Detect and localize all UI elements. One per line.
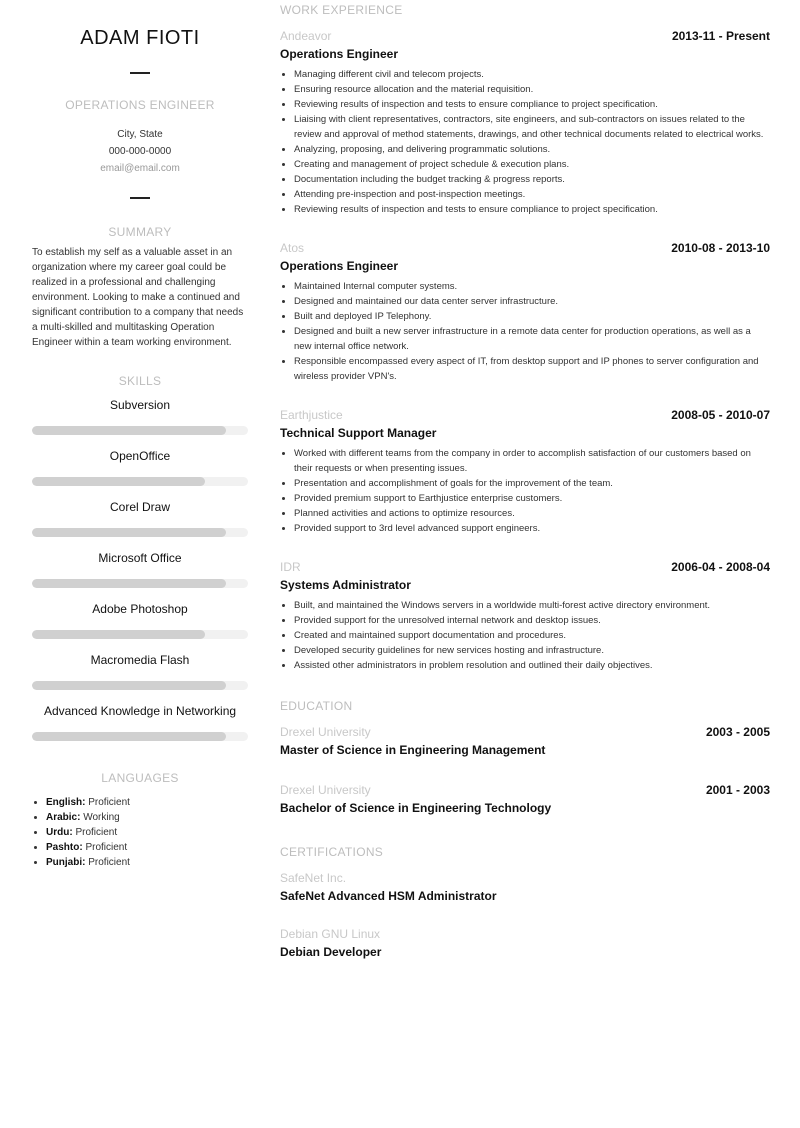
education-dates: 2003 - 2005 (705, 725, 770, 739)
job-title: OPERATIONS ENGINEER (65, 98, 215, 112)
skill-level-fill (32, 426, 226, 435)
language-name: English: (46, 797, 86, 808)
skill-level-fill (32, 630, 205, 639)
job-bullets (280, 446, 770, 536)
job-bullet: • Managing different civil and telecom projects. (294, 67, 770, 82)
skill-name: OpenOffice (109, 449, 171, 463)
job-role: Operations Engineer (280, 47, 399, 61)
job-bullet: • Planned activities and actions to optimize resources. (294, 506, 770, 521)
job-entry (280, 560, 770, 673)
certification-issuer: SafeNet Inc. (280, 871, 347, 885)
job-bullet: • Created and maintained support documentation and procedures. (294, 628, 770, 643)
job-bullet: • Provided premium support to Earthjustice enterprise customers. (294, 491, 770, 506)
summary-heading: SUMMARY (108, 225, 172, 239)
company-name: Earthjustice (280, 408, 343, 422)
skill-level-fill (32, 681, 226, 690)
skill-item (32, 500, 248, 537)
skill-name: Adobe Photoshop (92, 602, 188, 616)
job-dates: 2006-04 - 2008-04 (671, 560, 770, 574)
certification-entry (280, 871, 770, 903)
skill-level-bar (32, 528, 248, 537)
skill-item (32, 704, 248, 741)
language-level: Working (83, 812, 120, 823)
skill-item (32, 551, 248, 588)
skill-item (32, 398, 248, 435)
skill-level-bar (32, 630, 248, 639)
skill-level-bar (32, 732, 248, 741)
job-bullets (280, 598, 770, 673)
divider (130, 72, 150, 74)
language-item (46, 825, 248, 840)
job-entry (280, 29, 770, 217)
language-level: Proficient (85, 842, 128, 853)
skill-level-bar (32, 477, 248, 486)
job-bullet: • Provided support to 3rd level advanced support engineers. (294, 521, 770, 536)
job-bullet: • Analyzing, proposing, and delivering programmatic solutions. (294, 142, 770, 157)
certification-entry (280, 927, 770, 959)
languages-list (32, 795, 248, 870)
divider (130, 197, 150, 199)
job-role: Technical Support Manager (280, 426, 437, 440)
job-dates: 2008-05 - 2010-07 (671, 408, 770, 422)
education-dates: 2001 - 2003 (705, 783, 770, 797)
skill-item (32, 602, 248, 639)
language-name: Arabic: (46, 812, 81, 823)
job-role: Systems Administrator (280, 578, 411, 592)
job-bullet: • Reviewing results of inspection and tests to ensure compliance to project specification. (294, 202, 770, 217)
school-name: Drexel University (280, 725, 371, 739)
job-bullet: • Liaising with client representatives, contractors, site engineers, and sub-contractors on issues related to the review and approval of method statements, drawings, and other technical documents related to electrical works. (294, 112, 770, 142)
degree: Master of Science in Engineering Management (280, 743, 546, 757)
language-level: Proficient (88, 857, 130, 868)
company-name: Andeavor (280, 29, 332, 43)
work-experience-heading: WORK EXPERIENCE (280, 3, 403, 17)
company-name: Atos (280, 241, 305, 255)
job-bullet: • Provided support for the unresolved internal network and desktop issues. (294, 613, 770, 628)
certification-name: Debian Developer (280, 945, 382, 959)
job-bullet: • Designed and built a new server infrastructure in a remote data center for production operations, as well as a new internal office network. (294, 324, 770, 354)
certifications-heading: CERTIFICATIONS (280, 845, 384, 859)
job-bullet: • Developed security guidelines for new services hosting and infrastructure. (294, 643, 770, 658)
skill-level-fill (32, 732, 226, 741)
skill-name: Advanced Knowledge in Networking (43, 704, 237, 718)
language-item (46, 810, 248, 825)
skill-name: Macromedia Flash (90, 653, 190, 667)
language-name: Urdu: (46, 827, 73, 838)
location: City, State (117, 129, 163, 140)
job-bullets (280, 279, 770, 384)
job-entry (280, 241, 770, 384)
summary-text: To establish my self as a valuable asset in an organization where my career goal could be realized in a professional and challenging environment. Looking to make a continued and significant contribution to a company that needs a multi-skilled and multitasking Operation Engineer within a team working environment. (32, 247, 244, 348)
skill-level-bar (32, 426, 248, 435)
skill-level-bar (32, 681, 248, 690)
skill-item (32, 449, 248, 486)
certification-issuer: Debian GNU Linux (280, 927, 381, 941)
skill-item (32, 653, 248, 690)
degree: Bachelor of Science in Engineering Technology (280, 801, 552, 815)
skill-level-fill (32, 528, 226, 537)
certification-name: SafeNet Advanced HSM Administrator (280, 889, 497, 903)
job-bullet: • Worked with different teams from the company in order to accomplish satisfaction of our customers based on their requests or when presenting issues. (294, 446, 770, 476)
language-item (46, 855, 248, 870)
job-bullet: • Designed and maintained our data center server infrastructure. (294, 294, 770, 309)
education-entry (280, 783, 770, 815)
job-bullet: • Attending pre-inspection and post-inspection meetings. (294, 187, 770, 202)
job-bullet: • Assisted other administrators in problem resolution and outlined their daily objectives. (294, 658, 770, 673)
skills-list (32, 398, 248, 741)
job-bullet: • Reviewing results of inspection and tests to ensure compliance to project specification. (294, 97, 770, 112)
language-name: Punjabi: (46, 857, 86, 868)
job-bullet: • Maintained Internal computer systems. (294, 279, 770, 294)
job-role: Operations Engineer (280, 259, 399, 273)
skills-heading: SKILLS (118, 374, 162, 388)
job-dates: 2010-08 - 2013-10 (671, 241, 770, 255)
school-name: Drexel University (280, 783, 371, 797)
language-item (46, 795, 248, 810)
skill-name: Corel Draw (109, 500, 170, 514)
education-entry (280, 725, 770, 757)
language-level: Proficient (75, 827, 118, 838)
job-bullet: • Built and deployed IP Telephony. (294, 309, 770, 324)
skill-level-fill (32, 579, 226, 588)
job-bullet: • Presentation and accomplishment of goals for the improvement of the team. (294, 476, 770, 491)
email-link[interactable]: email@email.com (100, 163, 180, 174)
skill-level-fill (32, 477, 205, 486)
job-bullet: • Ensuring resource allocation and the material requisition. (294, 82, 770, 97)
job-bullets (280, 67, 770, 217)
job-bullet: • Responsible encompassed every aspect of IT, from desktop support and IP phones to server configuration and wireless provider VPN's. (294, 354, 770, 384)
language-level: Proficient (88, 797, 130, 808)
job-entry (280, 408, 770, 536)
candidate-name: ADAM FIOTI (80, 27, 200, 49)
language-name: Pashto: (46, 842, 83, 853)
job-dates: 2013-11 - Present (671, 29, 770, 43)
sidebar (32, 0, 248, 870)
languages-heading: LANGUAGES (101, 771, 179, 785)
education-heading: EDUCATION (280, 699, 353, 713)
job-bullet: • Documentation including the budget tracking & progress reports. (294, 172, 770, 187)
company-name: IDR (280, 560, 301, 574)
job-bullet: • Creating and management of project schedule & execution plans. (294, 157, 770, 172)
contact-info (32, 126, 248, 177)
skill-level-bar (32, 579, 248, 588)
skill-name: Microsoft Office (98, 551, 182, 565)
job-bullet: • Built, and maintained the Windows servers in a worldwide multi-forest active directory environment. (294, 598, 770, 613)
language-item (46, 840, 248, 855)
skill-name: Subversion (109, 398, 171, 412)
phone: 000-000-0000 (108, 146, 172, 157)
main-content (280, 0, 770, 959)
